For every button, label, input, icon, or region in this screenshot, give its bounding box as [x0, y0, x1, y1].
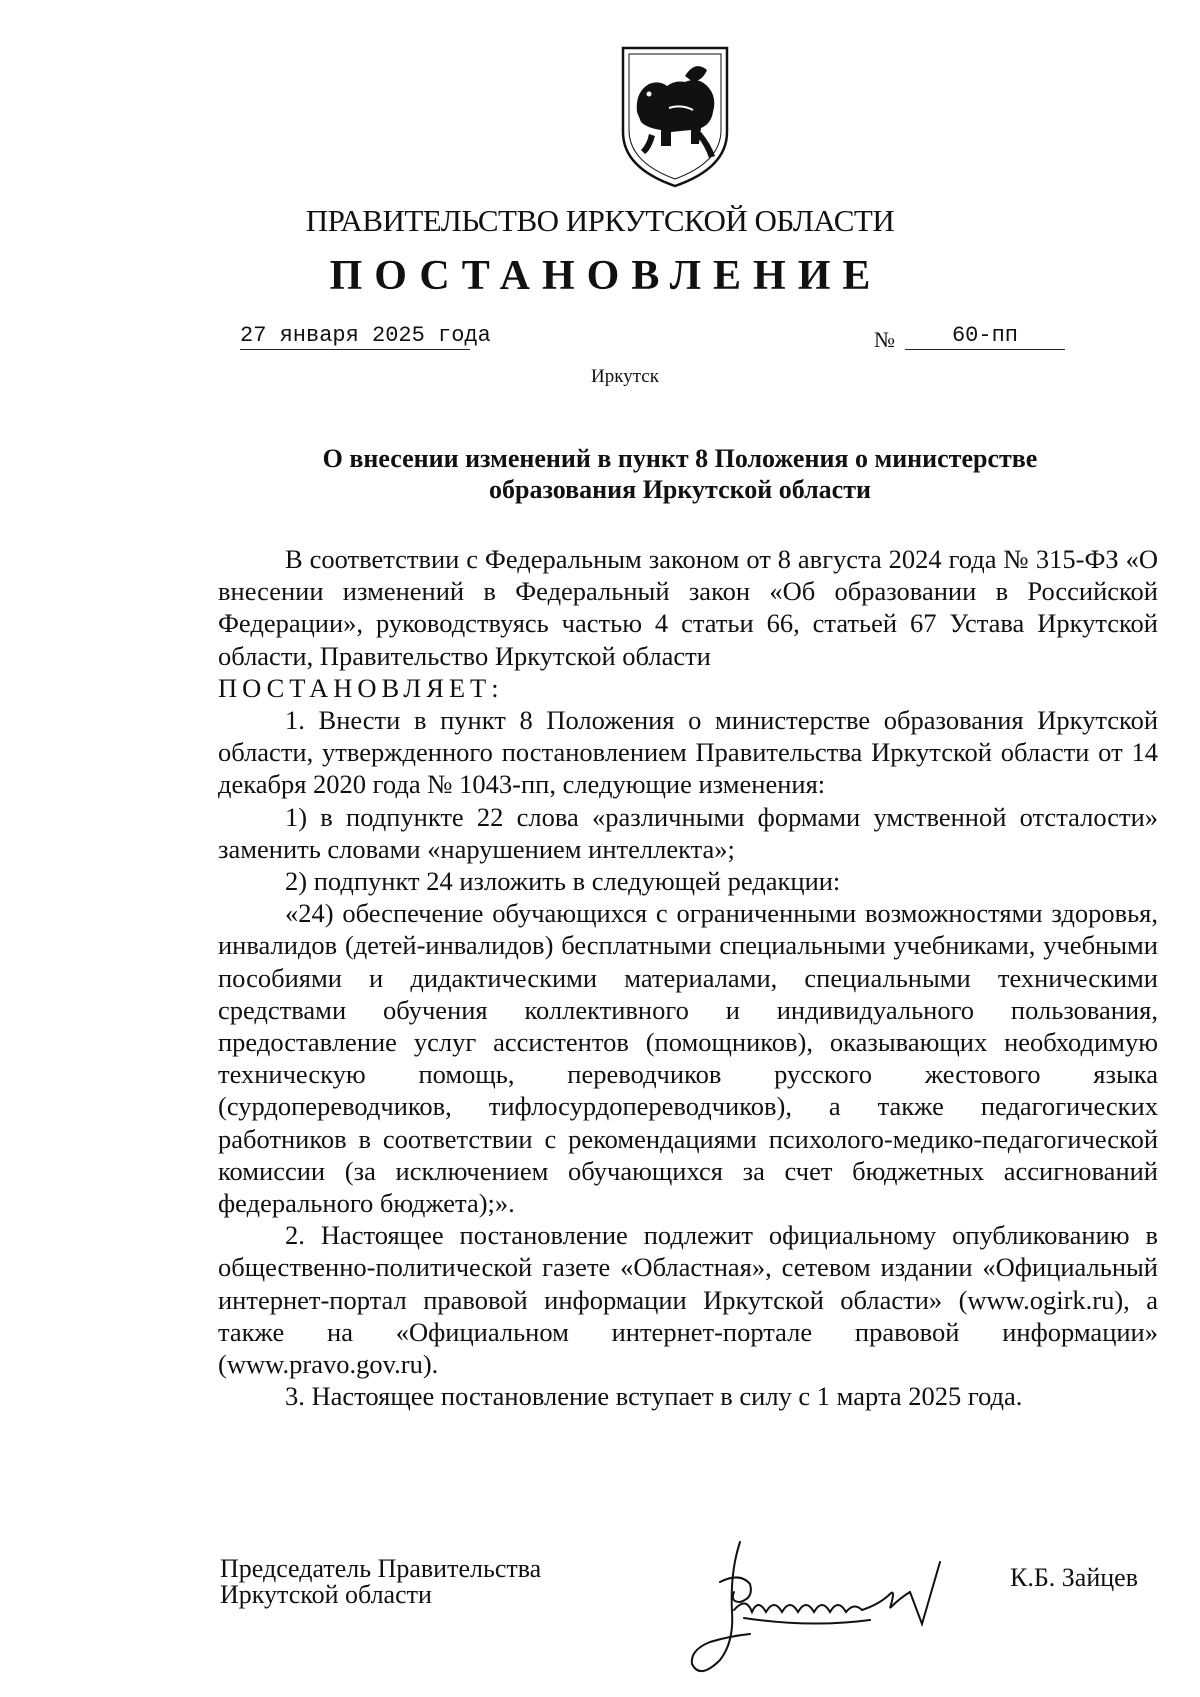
document-body	[218, 543, 1158, 1412]
city-name: Иркутск	[591, 366, 659, 387]
item-2-paragraph: 2. Настоящее постановление подлежит официальному опубликованию в общественно-политической газете «Областная», сетевом издании «Официальный интернет-портал правовой информации Иркутской области» (www.ogirk.ru), а также на «Официальном интернет-портале правовой информации» (www.pravo.gov.ru).	[218, 1220, 1158, 1380]
government-title: ПРАВИТЕЛЬСТВО ИРКУТСКОЙ ОБЛАСТИ	[305, 203, 895, 238]
number-label: №	[874, 327, 895, 352]
coat-of-arms-icon	[615, 40, 735, 190]
quoted-subitem-24: «24) обеспечение обучающихся с ограниченными возможностями здоровья, инвалидов (детей-инвалидов) бесплатными специальными учебниками, учебными пособиями и дидактическими материалами, специальными техническими средствами обучения коллективного и индивидуального пользования, предоставление услуг ассистентов (помощников), оказывающих необходимую техническую помощь, переводчиков русского жестового языка (сурдопереводчиков, тифлосурдопереводчиков), а также педагогических работников в соответствии с рекомендациями психолого-медико-педагогической комиссии (за исключением обучающихся за счет бюджетных ассигнований федерального бюджета);».	[218, 898, 1158, 1219]
resolves-heading: ПОСТАНОВЛЯЕТ:	[218, 672, 504, 703]
signer-position-line-1: Председатель Правительства	[220, 1554, 542, 1583]
subitem-1-paragraph: 1) в подпункте 22 слова «различными формами умственной отсталости» заменить словами «нарушением интеллекта»;	[218, 801, 1158, 864]
signature-icon	[690, 1532, 980, 1682]
item-1-paragraph: 1. Внести в пункт 8 Положения о министерстве образования Иркутской области, утвержденного постановлением Правительства Иркутской области от 14 декабря 2020 года № 1043-пп, следующие изменения:	[218, 705, 1158, 800]
document-number: 60-пп	[905, 323, 1065, 350]
preamble-paragraph: В соответствии с Федеральным законом от 8 августа 2024 года № 315-ФЗ «О внесении изменений в Федеральный закон «Об образовании в Российской Федерации», руководствуясь частью 4 статьи 66, статьей 67 Устава Иркутской области, Правительство Иркутской области	[218, 544, 1158, 671]
item-3-paragraph: 3. Настоящее постановление вступает в силу с 1 марта 2025 года.	[285, 1381, 1023, 1412]
subject-line-2: образования Иркутской области	[489, 475, 871, 504]
signer-position-line-2: Иркутской области	[220, 1580, 432, 1609]
document-subject	[260, 443, 1100, 505]
subitem-2-paragraph: 2) подпункт 24 изложить в следующей редакции:	[285, 866, 841, 897]
document-date: 27 января 2025 года	[240, 323, 491, 348]
signer-position	[220, 1556, 541, 1608]
signer-name: К.Б. Зайцев	[1010, 1563, 1138, 1592]
subject-line-1: О внесении изменений в пункт 8 Положения о министерстве	[322, 444, 1038, 473]
document-type-title: ПОСТАНОВЛЕНИЕ	[329, 253, 883, 299]
